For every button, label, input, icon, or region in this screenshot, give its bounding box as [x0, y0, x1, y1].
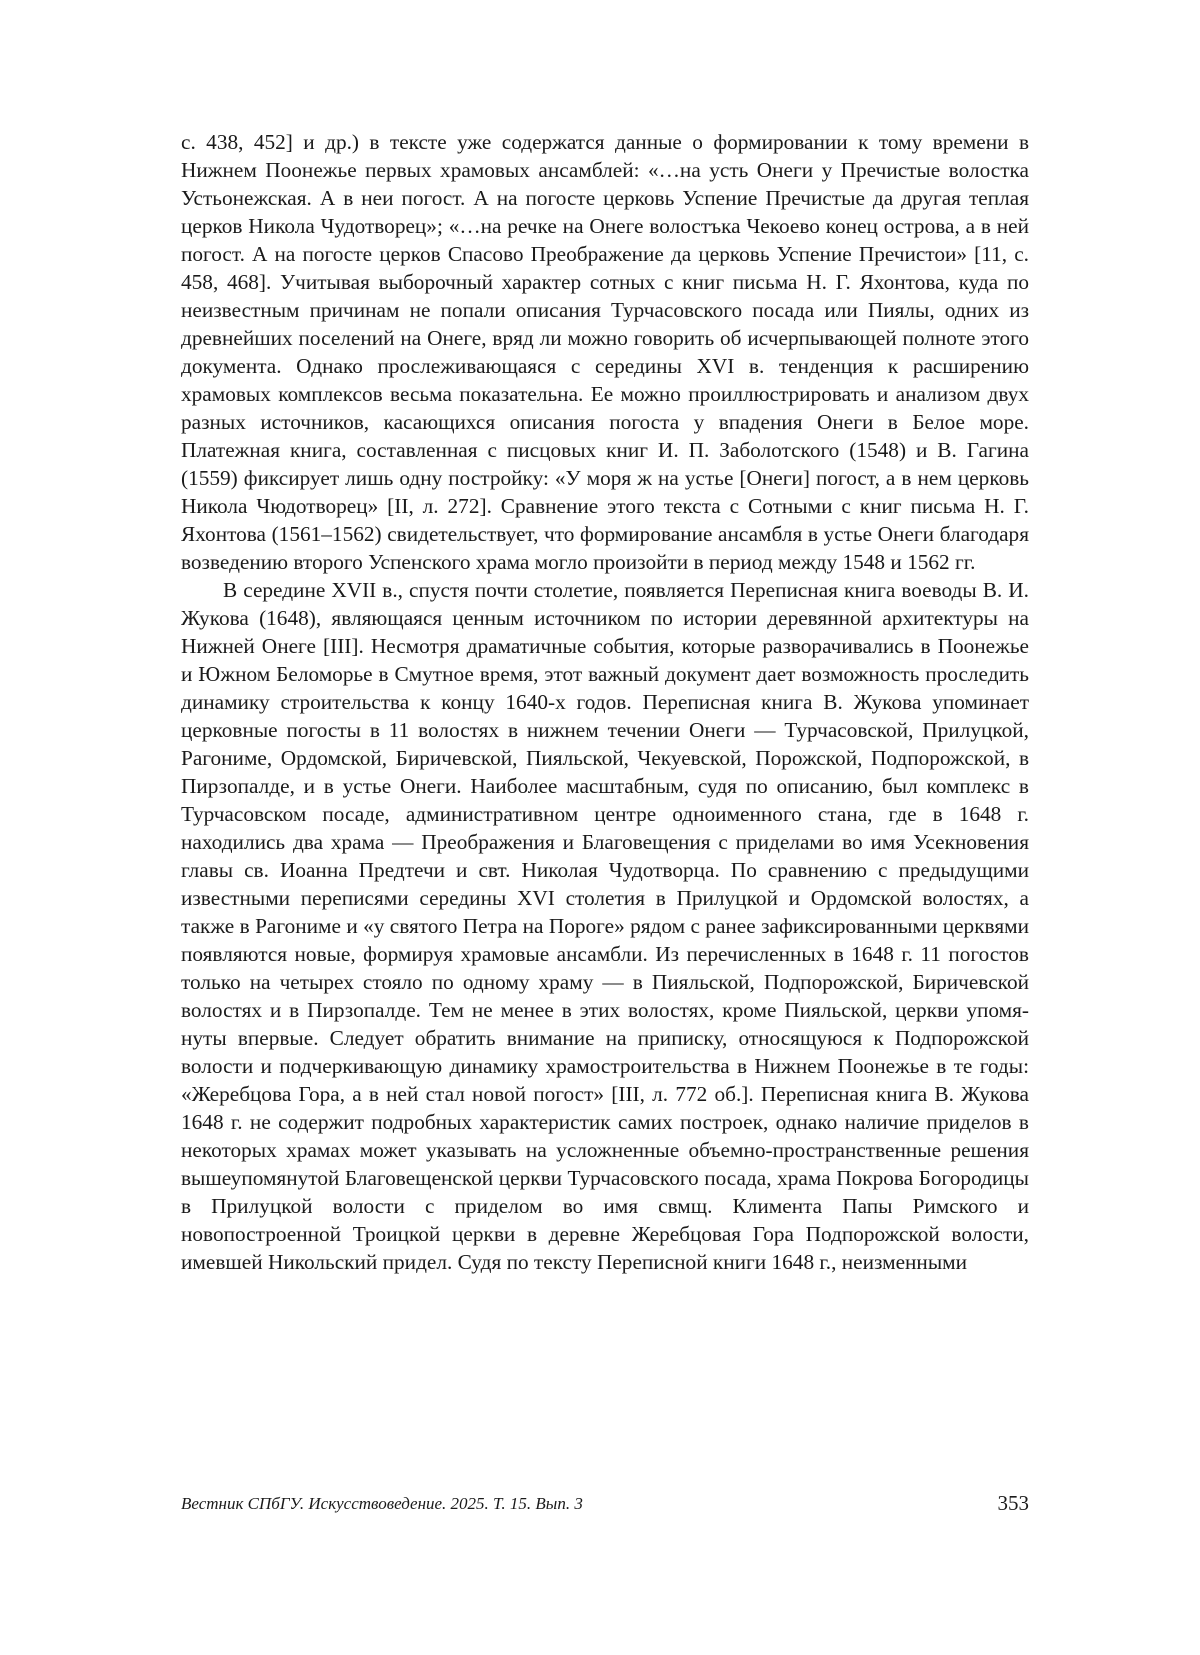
page-number: 353: [997, 1491, 1029, 1515]
paragraph-xvii-century: В середине XVII в., спустя почти столетие, появляется Переписная книга воеводы В. И. Жукова (1648), являющаяся ценным источником по истории деревянной архитектуры на Нижней Онеге [III]. Несмотря драматичные события, которые разворачивались в Поонежье и Южном Беломорье в Смутное время, этот важный документ дает возможность проследить динамику строительства к концу 1640-х годов. Переписная книга В. Жукова упоминает церковные погосты в 11 волостях в нижнем течении Онеги — Турчасовской, Прилуцкой, Рагониме, Ордомской, Биричевской, Пияльской, Чекуевской, Порожской, Подпорожской, в Пирзопалде, и в устье Онеги. Наиболее масштабным, судя по описанию, был комплекс в Турчасовском посаде, административном центре одноименного стана, где в 1648 г. находились два храма — Преображения и Благовещения с приделами во имя Усекновения главы св. Иоанна Предтечи и свт. Николая Чудотворца. По сравнению с предыдущими известными переписями середины XVI столетия в Прилуцкой и Ордомской волостях, а также в Рагониме и «у святого Петра на Пороге» рядом с ранее зафиксированными церквями появляются новые, формируя храмовые ансамбли. Из перечисленных в 1648 г. 11 погостов только на четырех стояло по одному храму — в Пияльской, Подпорожской, Биричевской волостях и в Пирзопалде. Тем не менее в этих волостях, кроме Пияльской, церкви упомянуты впервые. Следует обратить внимание на приписку, относящуюся к Подпорожской волости и подчеркивающую динамику храмостроительства в Нижнем Поонежье в те годы: «Жеребцова Гора, а в ней стал новой погост» [III, л. 772 об.]. Переписная книга В. Жукова 1648 г. не содержит подробных характеристик самих построек, однако наличие приделов в некоторых храмах может указывать на усложненные объемно-пространственные решения вышеупомянутой Благовещенской церкви Турчасовского посада, храма Покрова Богородицы в Прилуцкой волости с приделом во имя свмщ. Климента Папы Римского и новопостроенной Троицкой церкви в деревне Жеребцовая Гора Подпорожской волости, имевшей Никольский придел. Судя по тексту Переписной книги 1648 г., неизменными: [181, 578, 1029, 1274]
journal-citation: Вестник СПбГУ. Искусствоведение. 2025. Т. 15. Вып. 3: [181, 1494, 583, 1513]
paragraph-continued: с. 438, 452] и др.) в тексте уже содержатся данные о формировании к тому времени в Нижнем Поонежье первых храмовых ансамблей: «…на усть Онеги у Пречистые волостка Устьонежская. А в неи погост. А на погосте церковь Успение Пречистые да другая теплая церков Никола Чудотворец»; «…на речке на Онеге волостъка Чекоево конец острова, а в ней погост. А на погосте церков Спасово Преображение да церковь Успение Пречистои» [11, с. 458, 468]. Учитывая выборочный характер сотных с книг письма Н. Г. Яхонтова, куда по неизвестным причинам не попали описания Турчасовского посада или Пиялы, одних из древнейших поселений на Онеге, вряд ли можно говорить об исчерпывающей полноте этого документа. Однако прослеживающаяся с середины XVI в. тенденция к расширению храмовых комплексов весьма показательна. Ее можно проиллюстрировать и анализом двух разных источников, касающихся описания погоста у впадения Онеги в Белое море. Платежная книга, составленная с писцовых книг И. П. Заболотского (1548) и В. Гагина (1559) фиксирует лишь одну постройку: «У моря ж на устье [Онеги] погост, а в нем церковь Никола Чюдотворец» [II, л. 272]. Сравнение этого текста с Сотными с книг письма Н. Г. Яхонтова (1561–1562) свидетельствует, что формирование ансамбля в устье Онеги благодаря возведению второго Успенского храма могло произойти в период между 1548 и 1562 гг.: [181, 130, 1029, 574]
article-body: [181, 128, 1029, 1276]
page-footer: [181, 1491, 1029, 1521]
